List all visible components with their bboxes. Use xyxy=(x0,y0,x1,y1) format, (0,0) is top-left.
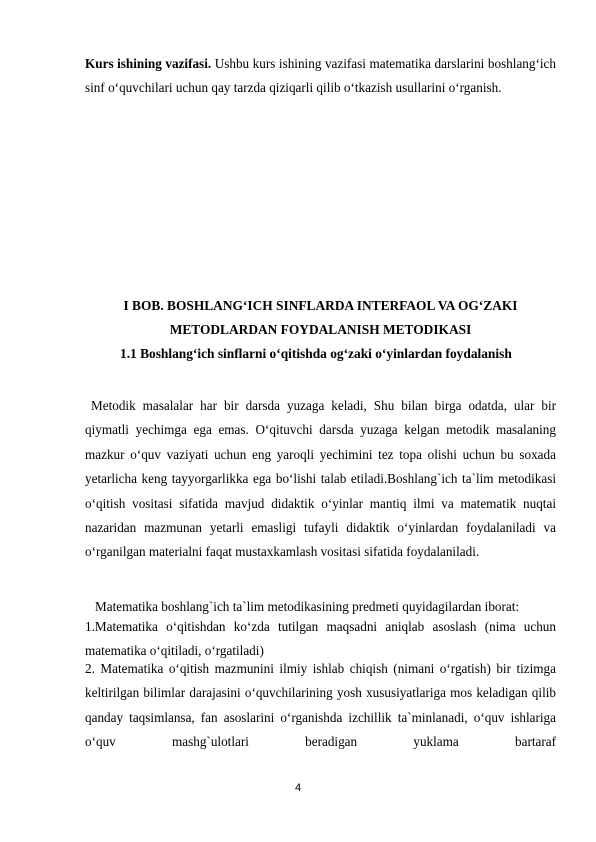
chapter-title-line-1: I BOB. BOSHLANG‘ICH SINFLARDA INTERFAOL VA OG‘ZAKI xyxy=(123,298,518,313)
section-title: 1.1 Boshlang‘ich sinflarni o‘qitishda og‘zaki o‘yinlardan foydalanish xyxy=(120,346,512,361)
task-text: Ushbu kurs ishining vazifasi matematika darslarini boshlang‘ich sinf o‘quvchilari uchun qay tarzda qiziqarli qilib o‘tkazish usullarini o‘rganish. xyxy=(85,56,556,96)
body-paragraph-4: 2. Matematika o‘qitish mazmunini ilmiy ishlab chiqish (nimani o‘rgatish) bir tizimga keltirilgan bilimlar darajasini o‘quvchilarining yosh xususiyatlariga mos keladigan qilib qanday taqsimlansa, fan asoslarini o‘rganishda izchillik ta`minlanadi, o‘quv ishlariga o‘quv mashg`ulotlari beradigan yuklama bartaraf xyxy=(85,661,556,750)
chapter-title-line-2: METODLARDAN FOYDALANISH METODIKASI xyxy=(169,322,472,337)
body-paragraph-2-text: Matematika boshlang`ich ta`lim metodikasining predmeti quyidagilardan iborat: xyxy=(95,599,520,614)
task-paragraph xyxy=(85,52,556,101)
body-paragraph-1-text: Metodik masalalar har bir darsda yuzaga keladi, Shu bilan birga odatda, ular bir qiymatli yechimga ega emas. O‘qituvchi darsda yuzaga kelgan metodik masalaning mazkur o‘quv vaziyati uchun eng yaroqli yechimini tez topa olishi uchun bu soxada yetarlicha keng tayyorgarlikka ega bo‘lishi talab etiladi.Boshlang`ich ta`lim metodikasi o‘qitish vositasi sifatida mavjud didaktik o‘yinlar mantiq ilmi va matematik nuqtai nazaridan mazmunan yetarli emasligi tufayli didaktik o‘yinlardan foydalaniladi va o‘rganilgan materialni faqat mustaxkamlash vositasi sifatida foydalaniladi. xyxy=(85,398,556,560)
page-number: 4 xyxy=(294,782,302,794)
body-paragraph-1 xyxy=(85,394,556,565)
body-paragraph-3: 1.Matematika o‘qitishdan ko‘zda tutilgan maqsadni aniqlab asoslash (nima uchun matematika o‘qitiladi, o‘rgatiladi) xyxy=(85,619,556,659)
task-label: Kurs ishining vazifasi. xyxy=(85,56,212,71)
